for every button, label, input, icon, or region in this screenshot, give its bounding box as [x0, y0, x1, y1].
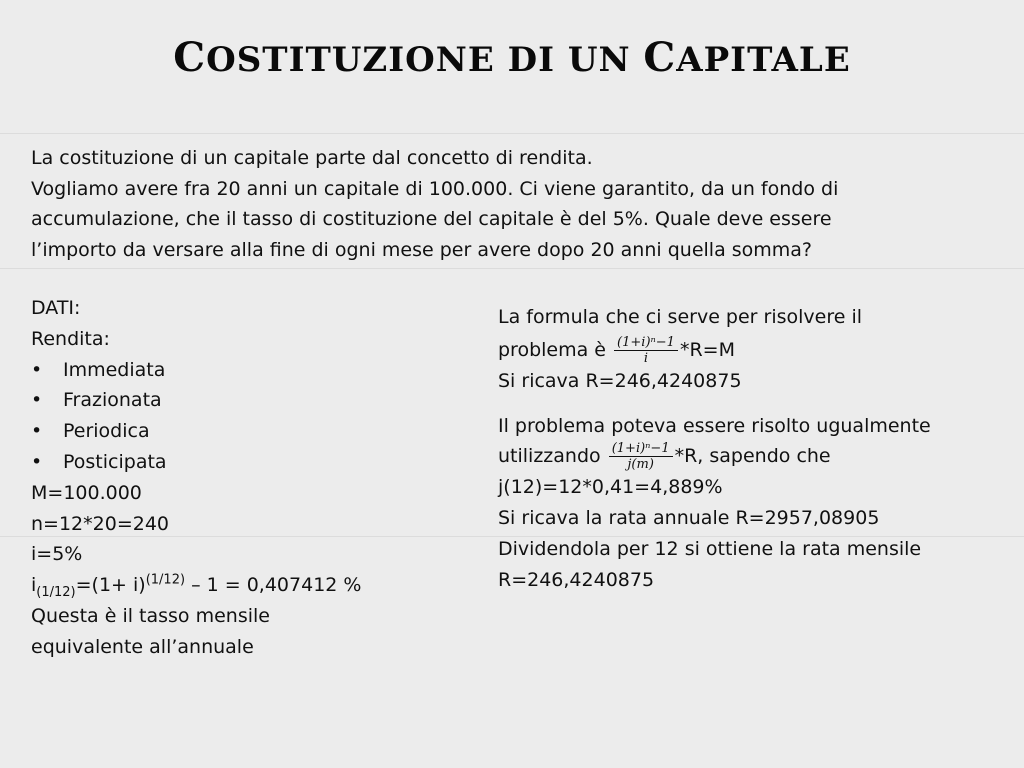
formula-line: [498, 335, 998, 366]
formula-suffix: *R=M: [679, 338, 735, 361]
monthly-rate-equation: [31, 570, 451, 601]
m-value: M=100.000: [31, 481, 142, 504]
note-line-2: equivalente all’annuale: [31, 635, 254, 658]
eq-sup: (1/12): [145, 572, 186, 588]
eq-i: i: [31, 574, 37, 597]
title-cap-2: C: [643, 34, 677, 81]
monthly-note: Dividendola per 12 si ottiene la rata mensile: [498, 537, 922, 560]
j-value: j(12)=12*0,41=4,889%: [498, 476, 723, 499]
alt-formula-prefix: utilizzando: [498, 445, 601, 468]
list-item: • Frazionata: [31, 385, 451, 416]
divider-top: [0, 133, 1024, 134]
intro-line-3: accumulazione, che il tasso di costituzione del capitale è del 5%. Quale deve essere: [31, 208, 832, 230]
intro-line-4: l’importo da versare alla fine di ogni mese per avere dopo 20 anni quella somma?: [31, 238, 813, 261]
alt-formula-line: [498, 441, 998, 472]
intro-line-2: Vogliamo avere fra 20 anni un capitale di 100.000. Ci viene garantito, da un fondo di: [31, 177, 839, 200]
fraction-denominator: j(m): [627, 457, 654, 473]
eq-end: – 1 = 0,407412 %: [185, 574, 362, 597]
dati-heading: DATI:: [31, 297, 81, 319]
formula-fraction-2: [609, 441, 673, 472]
monthly-rate: R=246,4240875: [498, 568, 655, 591]
list-item: • Posticipata: [31, 447, 451, 478]
fraction-denominator: i: [643, 350, 649, 366]
title-part-1: OSTITUZIONE DI UN: [206, 40, 644, 80]
page-title: [0, 34, 1024, 81]
annual-rate: Si ricava la rata annuale R=2957,08905: [498, 507, 880, 530]
formula-intro: La formula che ci serve per risolvere il: [498, 306, 863, 328]
formula-prefix: problema è: [498, 338, 606, 361]
alt-intro: Il problema poteva essere risolto ugualmente: [498, 414, 931, 437]
n-value: n=12*20=240: [31, 512, 170, 535]
data-column: [31, 293, 451, 663]
intro-paragraph: [31, 143, 931, 265]
spacer: [498, 397, 998, 411]
title-part-2: APITALE: [676, 40, 851, 80]
list-item: • Periodica: [31, 416, 451, 447]
list-item: • Immediata: [31, 355, 451, 386]
note-line-1: Questa è il tasso mensile: [31, 604, 270, 627]
rendita-label: Rendita:: [31, 327, 110, 350]
fraction-numerator: (1+i)ⁿ−1: [614, 335, 678, 351]
title-cap-1: C: [173, 34, 207, 81]
solution-column: [498, 302, 998, 596]
fraction-numerator: (1+i)ⁿ−1: [609, 441, 673, 457]
eq-sub: (1/12): [36, 584, 76, 600]
formula-fraction-1: [614, 335, 678, 366]
result-line-1: Si ricava R=246,4240875: [498, 369, 742, 392]
alt-formula-suffix: *R, sapendo che: [674, 445, 831, 468]
divider-middle: [0, 268, 1024, 269]
i-value: i=5%: [31, 543, 83, 566]
rendita-list: [31, 355, 451, 478]
eq-mid: =(1+ i): [75, 574, 146, 597]
intro-line-1: La costituzione di un capitale parte dal concetto di rendita.: [31, 147, 593, 169]
